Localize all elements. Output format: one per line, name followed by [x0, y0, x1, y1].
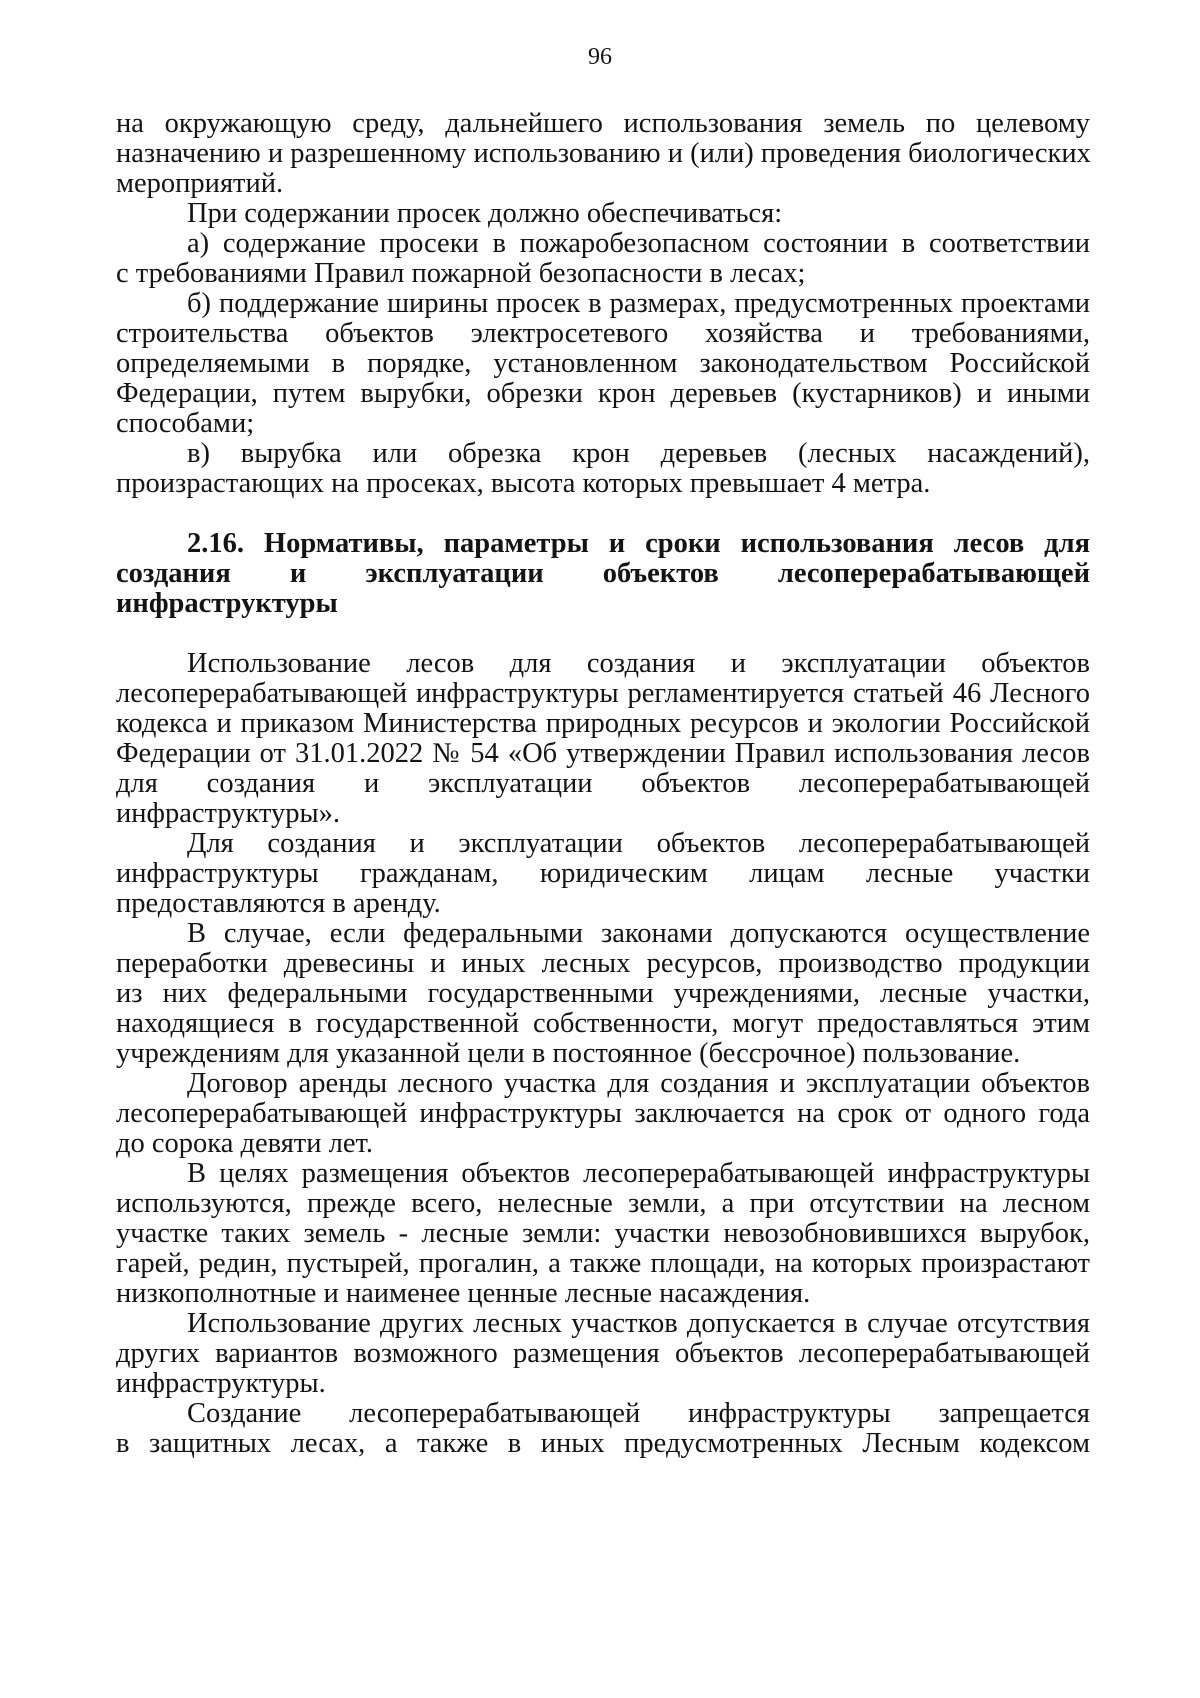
text-line: находящиеся в государственной собственности, могут предоставляться этим	[116, 1008, 1090, 1039]
text-line: учреждениям для указанной цели в постоянное (бессрочное) пользование.	[116, 1038, 1021, 1069]
text-line: произрастающих на просеках, высота которых превышает 4 метра.	[116, 468, 931, 499]
text-line: используются, прежде всего, нелесные земли, а при отсутствии на лесном	[116, 1188, 1090, 1219]
text-line: переработки древесины и иных лесных ресурсов, производство продукции	[116, 948, 1090, 979]
text-line: Для создания и эксплуатации объектов лесоперерабатывающей	[187, 828, 1090, 859]
text-line: Договор аренды лесного участка для создания и эксплуатации объектов	[187, 1068, 1090, 1099]
text-line: других вариантов возможного размещения объектов лесоперерабатывающей	[116, 1338, 1090, 1369]
text-line: Использование лесов для создания и эксплуатации объектов	[187, 648, 1090, 679]
text-line: для создания и эксплуатации объектов лесоперерабатывающей	[116, 768, 1090, 799]
text-line: до сорока девяти лет.	[116, 1128, 373, 1159]
text-line: кодекса и приказом Министерства природных ресурсов и экологии Российской	[116, 708, 1090, 739]
page-number: 96	[588, 44, 612, 70]
text-line: Федерации от 31.01.2022 № 54 «Об утверждении Правил использования лесов	[116, 738, 1090, 769]
section-heading-line: 2.16. Нормативы, параметры и сроки использования лесов для	[187, 528, 1090, 559]
text-line: В целях размещения объектов лесоперерабатывающей инфраструктуры	[187, 1158, 1090, 1189]
text-line: Федерации, путем вырубки, обрезки крон деревьев (кустарников) и иными	[116, 378, 1090, 409]
section-heading-line: создания и эксплуатации объектов лесоперерабатывающей	[116, 558, 1090, 589]
text-line: мероприятий.	[116, 168, 284, 199]
text-line: в защитных лесах, а также в иных предусмотренных Лесным кодексом	[116, 1428, 1090, 1459]
text-line: В случае, если федеральными законами допускаются осуществление	[187, 918, 1090, 949]
text-line: Использование других лесных участков допускается в случае отсутствия	[187, 1308, 1090, 1339]
text-line: а) содержание просеки в пожаробезопасном состоянии в соответствии	[187, 228, 1090, 259]
text-line: определяемыми в порядке, установленном законодательством Российской	[116, 348, 1090, 379]
text-line: низкополнотные и наименее ценные лесные насаждения.	[116, 1278, 811, 1309]
text-line: инфраструктуры.	[116, 1368, 326, 1399]
text-line: гарей, редин, пустырей, прогалин, а также площади, на которых произрастают	[116, 1248, 1090, 1279]
text-line: лесоперерабатывающей инфраструктуры регламентируется статьей 46 Лесного	[116, 678, 1090, 709]
text-line: лесоперерабатывающей инфраструктуры заключается на срок от одного года	[116, 1098, 1090, 1129]
text-line: б) поддержание ширины просек в размерах, предусмотренных проектами	[187, 288, 1090, 319]
text-line: в) вырубка или обрезка крон деревьев (лесных насаждений),	[187, 438, 1090, 469]
text-line: инфраструктуры».	[116, 798, 341, 829]
text-line: предоставляются в аренду.	[116, 888, 441, 919]
text-line: При содержании просек должно обеспечиваться:	[187, 198, 783, 229]
text-line: инфраструктуры гражданам, юридическим лицам лесные участки	[116, 858, 1090, 889]
text-line: назначению и разрешенному использованию и (или) проведения биологических	[116, 138, 1091, 169]
text-line: участке таких земель - лесные земли: участки невозобновившихся вырубок,	[116, 1218, 1090, 1249]
text-line: с требованиями Правил пожарной безопасности в лесах;	[116, 258, 806, 289]
text-line: на окружающую среду, дальнейшего использования земель по целевому	[116, 108, 1090, 139]
text-line: строительства объектов электросетевого хозяйства и требованиями,	[116, 318, 1090, 349]
text-line: из них федеральными государственными учреждениями, лесные участки,	[116, 978, 1090, 1009]
section-heading-line: инфраструктуры	[116, 588, 338, 619]
text-line: Создание лесоперерабатывающей инфраструктуры запрещается	[187, 1398, 1090, 1429]
text-line: способами;	[116, 408, 255, 439]
